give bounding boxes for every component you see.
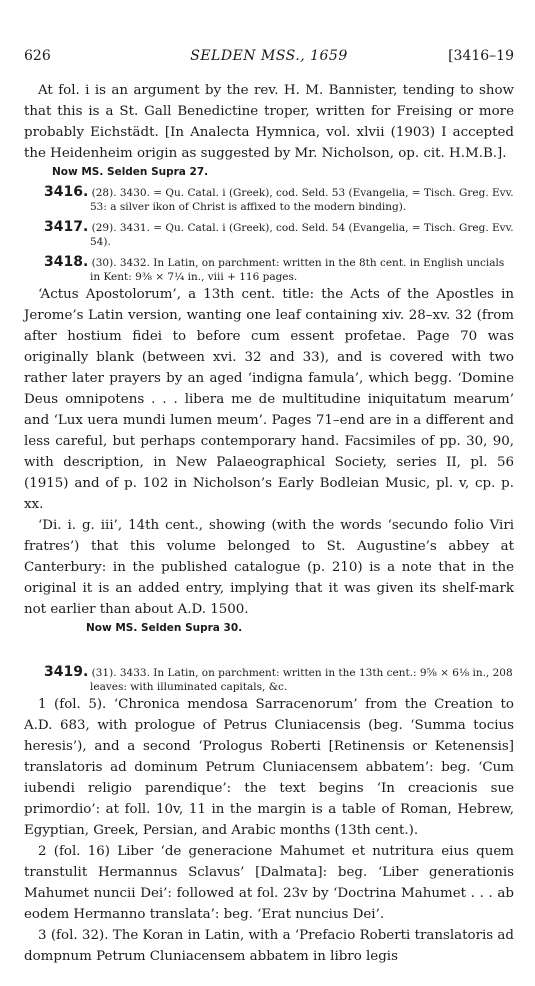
entry-3418-paragraph: ‘Actus Apostolorum’, a 13th cent. title: the Acts of the Apostles in Jerome’s Latin version, wanting one leaf containing xiv. 28–xv. 32 (from after hostium fidei to before cum essent profetae. Page 70 was originally blank (between xvi. 32 and 33), and is covered with two rather later prayers by an aged ‘indigna famula’, which begg. ‘Domine Deus omnipotens . . . libera me de multitudine iniquitatum mearum’ and ‘Lux uera mundi lumen meum’. Pages 71–end are in a different and less careful, but perhaps contemporary hand. Facsimiles of pp. 30, 90, with description, in New Palaeographical Society, series II, pl. 56 (1915) and of p. 102 in Nicholson’s Early Bodleian Music, pl. v, cp. p. xx. <box>24 287 514 512</box>
section-gap <box>24 641 514 659</box>
entry-range: [3416–19 <box>448 48 514 64</box>
entry-number: 3419. <box>44 664 89 680</box>
page-body <box>24 80 514 967</box>
entry-3419-paragraph: 2 (fol. 16) Liber ‘de generacione Mahumet et nutritura eius quem transtulit Hermannus Sclavus’ [Dalmata]: beg. ‘Liber generationis Mahumet nuncii Dei’: followed at fol. 23v by ‘Doctrina Mahumet . . . ab eodem Hermanno translata’: beg. ‘Erat nuncius Dei’. <box>24 844 514 922</box>
entry-3419-paragraph: 1 (fol. 5). ‘Chronica mendosa Sarracenorum’ from the Creation to A.D. 683, with prologue of Petrus Cluniacensis (beg. ‘Summa tocius heresis’), and a second ‘Prologus Roberti [Retinensis or Ketenensis] translatoris ad dominum Petrum Cluniacensem abbatem’: beg. ‘Cum iubendi religio parendique’: the text begins ‘In creacionis sue primordio’: at foll. 10v, 11 in the margin is a table of Roman, Hebrew, Egyptian, Greek, Persian, and Arabic months (13th cent.). <box>24 697 514 838</box>
entry-description: (31). 3433. In Latin, on parchment: written in the 13th cent.: 9⅝ × 6⅛ in., 208 leaves: with illuminated capitals, &c. <box>90 667 513 693</box>
entry-description: (28). 3430. = Qu. Catal. i (Greek), cod. Seld. 53 (Evangelia, = Tisch. Greg. Evv. 53: a silver ikon of Christ is affixed to the modern binding). <box>90 187 514 213</box>
entry-3419 <box>34 666 514 694</box>
intro-paragraph: At fol. i is an argument by the rev. H. M. Bannister, tending to show that this is a St. Gall Benedictine troper, written for Freising or more probably Eichstädt. [In Analecta Hymnica, vol. xlvii (1903) I accepted the Heidenheim origin as suggested by Mr. Nicholson, op. cit. H.M.B.]. <box>24 83 514 161</box>
page-number: 626 <box>24 48 51 64</box>
shelfmark-note: Now MS. Selden Supra 27. <box>52 166 209 178</box>
entry-3418-paragraph: ‘Di. i. g. iii’, 14th cent., showing (with the words ‘secundo folio Viri fratres’) that this volume belonged to St. Augustine’s abbey at Canterbury: in the published catalogue (p. 210) is a note that in the original it is an added entry, implying that it was given its shelf-mark not earlier than about A.D. 1500. <box>24 518 514 617</box>
entry-description: (30). 3432. In Latin, on parchment: written in the 8th cent. in English uncials in Kent: 9⅜ × 7¼ in., viii + 116 pages. <box>90 257 505 283</box>
entry-3418 <box>34 256 514 284</box>
entry-3417 <box>34 221 514 249</box>
running-title: SELDEN MSS., 1659 <box>190 48 348 64</box>
shelfmark-note: Now MS. Selden Supra 30. <box>86 622 243 634</box>
entry-description: (29). 3431. = Qu. Catal. i (Greek), cod. Seld. 54 (Evangelia, = Tisch. Greg. Evv. 54). <box>90 222 514 248</box>
entry-number: 3416. <box>44 184 89 200</box>
running-header <box>24 48 514 68</box>
entry-number: 3417. <box>44 219 89 235</box>
entry-3419-paragraph: 3 (fol. 32). The Koran in Latin, with a ‘Prefacio Roberti translatoris ad dompnum Petrum Cluniacensem abbatem in libro legis <box>24 928 514 964</box>
entry-3416 <box>34 186 514 214</box>
entry-number: 3418. <box>44 254 89 270</box>
